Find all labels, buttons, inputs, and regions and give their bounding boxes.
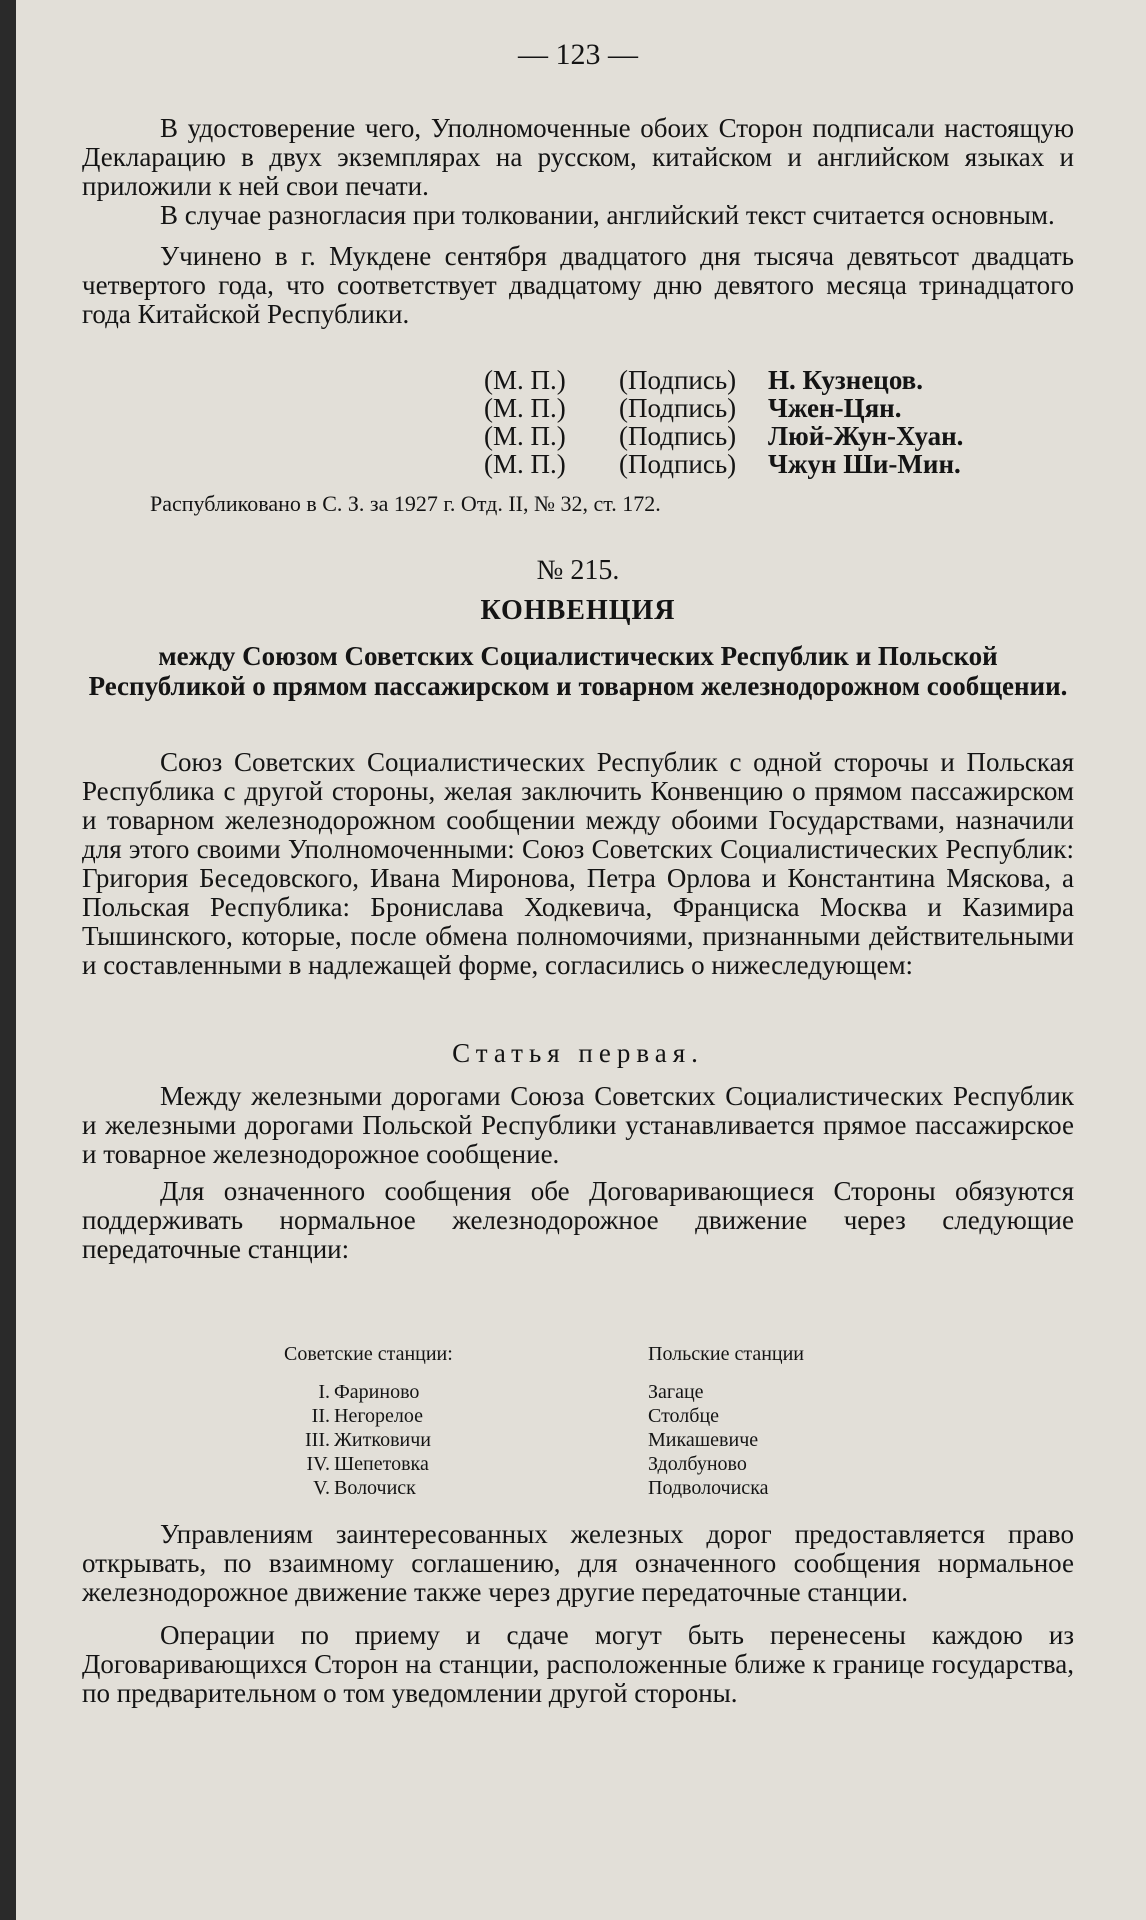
article-1-para-2: Для означенного сообщения обе Договаривающиеся Стороны обязуются поддерживать нормальное железнодорожное движение через следующие передаточные станции: <box>82 1176 1074 1264</box>
signatory-name: Н. Кузнецов. <box>768 365 924 395</box>
stations-table <box>284 1343 804 1501</box>
signature-row <box>82 366 1074 394</box>
station-row <box>284 1381 804 1405</box>
signatory-name: Люй-Жун-Хуан. <box>768 421 964 451</box>
station-row <box>284 1429 804 1453</box>
station-number: II. <box>311 1405 330 1427</box>
station-row <box>284 1477 804 1501</box>
document-title: КОНВЕНЦИЯ <box>480 595 676 626</box>
signature-label: (Подпись) <box>619 421 737 451</box>
header-soviet-stations: Советские станции: <box>284 1343 453 1365</box>
signature-label: (Подпись) <box>619 365 737 395</box>
station-number: I. <box>318 1381 330 1403</box>
polish-station: Столбце <box>648 1405 720 1427</box>
seal-mark: (М. П.) <box>484 421 566 451</box>
publication-note: Распубликовано в С. З. за 1927 г. Отд. II, № 32, ст. 172. <box>150 491 661 516</box>
station-number: V. <box>313 1477 330 1499</box>
signature-row <box>82 422 1074 450</box>
station-row <box>284 1453 804 1477</box>
signature-label: (Подпись) <box>619 393 737 423</box>
article-1-para-1: Между железными дорогами Союза Советских Социалистических Республик и железными дорогами Польской Республики устанавливается прямое пассажирское и товарное железнодорожное сообщение. <box>82 1081 1074 1169</box>
article-1-continued <box>82 1520 1074 1708</box>
article-title: Статья первая. <box>452 1038 704 1068</box>
preamble-text: Союз Советских Социалистических Республик с одной сторочы и Польская Республика с другой стороны, желая заключить Конвенцию о прямом пассажирском и товарном железнодорожном сообщении между обоими Государствами, назначили для этого своими Уполномоченными: Союз Советских Социалистических Республик: Григория Беседовского, Ивана Миронова, Петра Орлова и Константина Мяскова, а Польская Республика: Бронислава Ходкевича, Франциска Москва и Казимира Тышинского, которые, после обмена полномочиями, признанными действительными и составленными в надлежащей форме, согласились о нижеследующем: <box>82 747 1074 980</box>
signature-row <box>82 394 1074 422</box>
page-number: — 123 — <box>518 38 638 71</box>
stations-header-row <box>284 1343 804 1367</box>
station-row <box>284 1405 804 1429</box>
polish-station: Загаце <box>648 1381 704 1403</box>
polish-station: Подволочиска <box>648 1477 769 1499</box>
declaration-para-2: В случае разногласия при толковании, английский текст считается основным. <box>160 200 1055 230</box>
seal-mark: (М. П.) <box>484 393 566 423</box>
soviet-station: Фариново <box>334 1381 420 1403</box>
document-number: № 215. <box>536 555 620 586</box>
station-number: IV. <box>306 1453 330 1475</box>
article-1-para-4: Операции по приему и сдаче могут быть перенесены каждою из Договаривающихся Сторон на станции, расположенные ближе к границе государства, по предварительном о том уведомлении другой стороны. <box>82 1620 1074 1708</box>
scan-edge <box>0 0 16 1920</box>
document-subtitle: между Союзом Советских Социалистических Республик и Польской Республикой о прямом пассажирском и товарном железнодорожном сообщении. <box>88 641 1068 701</box>
signature-label: (Подпись) <box>619 449 737 479</box>
signature-row <box>82 450 1074 478</box>
declaration-para-3: Учинено в г. Мукдене сентября двадцатого дня тысяча девятьсот двадцать четвертого года, что соответствует двадцатому дню девятого месяца тринадцатого года Китайской Республики. <box>82 241 1074 329</box>
soviet-station: Шепетовка <box>334 1453 429 1475</box>
soviet-station: Волочиск <box>334 1477 416 1499</box>
seal-mark: (М. П.) <box>484 365 566 395</box>
signature-block <box>82 366 1074 478</box>
article-1-body <box>82 1082 1074 1264</box>
station-number: III. <box>305 1429 330 1451</box>
signatory-name: Чжен-Цян. <box>768 393 902 423</box>
seal-mark: (М. П.) <box>484 449 566 479</box>
signatory-name: Чжун Ши-Мин. <box>768 449 961 479</box>
soviet-station: Негорелое <box>334 1405 424 1427</box>
preamble <box>82 748 1074 980</box>
soviet-station: Житковичи <box>334 1429 431 1451</box>
article-1-para-3: Управлениям заинтересованных железных дорог предоставляется право открывать, по взаимному соглашению, для означенного сообщения нормальное железнодорожное движение также через другие передаточные станции. <box>82 1519 1074 1607</box>
polish-station: Микашевиче <box>648 1429 759 1451</box>
header-polish-stations: Польские станции <box>648 1343 805 1365</box>
declaration-closing <box>82 114 1074 329</box>
polish-station: Здолбуново <box>648 1453 747 1475</box>
declaration-para-1: В удостоверение чего, Уполномоченные обоих Сторон подписали настоящую Декларацию в двух экземплярах на русском, китайском и английском языках и приложили к ней свои печати. <box>82 113 1074 201</box>
